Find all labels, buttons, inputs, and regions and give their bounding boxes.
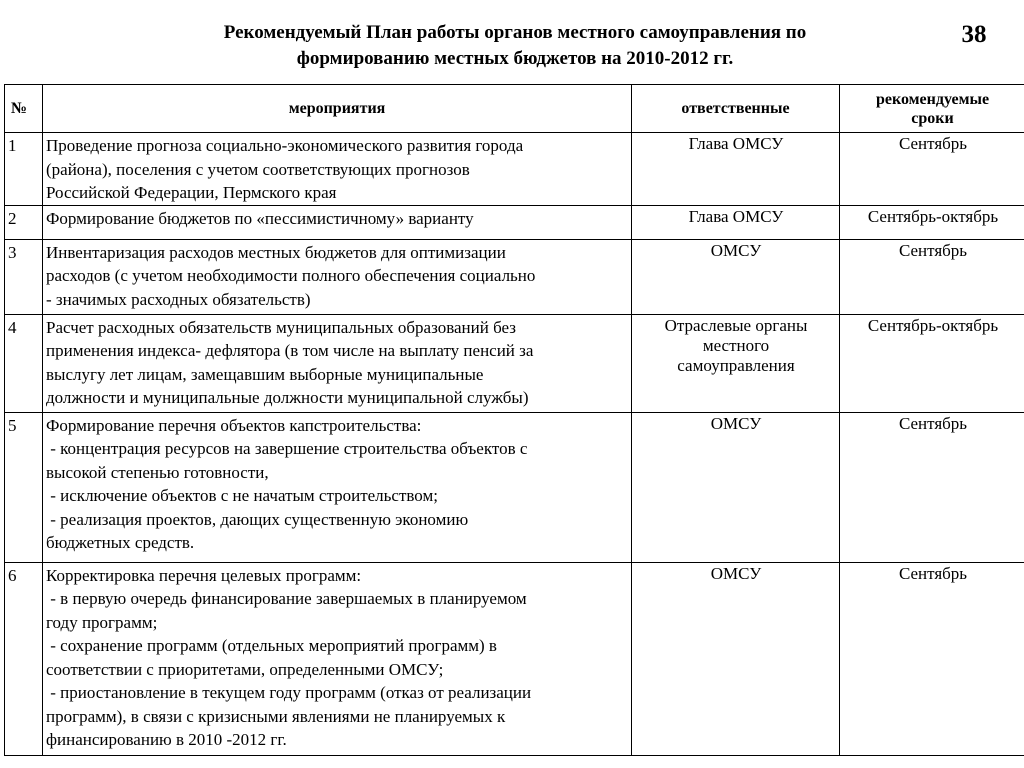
table-row xyxy=(5,205,1024,239)
activity-line: должности и муниципальные должности муниципальной службы) xyxy=(46,388,529,407)
header-term-line-2: сроки xyxy=(911,109,954,127)
row-activity xyxy=(43,562,632,755)
activity-line: Российской Федерации, Пермского края xyxy=(46,183,337,202)
activity-line: Формирование бюджетов по «пессимистичному» варианту xyxy=(46,208,474,228)
header-term-line-1: рекомендуемые xyxy=(875,90,990,108)
activity-line: применения индекса- дефлятора (в том числе на выплату пенсий за xyxy=(46,341,534,360)
row-term: Сентябрь-октябрь xyxy=(840,205,1024,239)
row-responsible xyxy=(632,239,840,314)
activity-line: Корректировка перечня целевых программ: xyxy=(46,565,362,585)
responsible-line: Глава ОМСУ xyxy=(688,206,784,226)
row-number: 2 xyxy=(5,205,43,239)
row-term: Сентябрь xyxy=(840,239,1024,314)
table-body xyxy=(5,133,1024,756)
table-row xyxy=(5,239,1024,314)
table-row xyxy=(5,562,1024,755)
activity-line: - реализация проектов, дающих существенную экономию xyxy=(46,509,469,529)
title-line-2: формированию местных бюджетов на 2010-2012 гг. xyxy=(296,48,734,69)
title-line-1: Рекомендуемый План работы органов местного самоуправления по xyxy=(223,22,807,43)
page-number: 38 xyxy=(961,21,987,48)
row-activity xyxy=(43,412,632,562)
activity-line: Инвентаризация расходов местных бюджетов для оптимизации xyxy=(46,242,506,262)
activity-line: расходов (с учетом необходимости полного обеспечения социально xyxy=(46,266,536,285)
responsible-line: ОМСУ xyxy=(710,240,762,260)
responsible-line: ОМСУ xyxy=(710,413,762,433)
row-responsible xyxy=(632,412,840,562)
header-number: № xyxy=(5,85,43,133)
activity-line: - приостановление в текущем году программ (отказ от реализации xyxy=(46,683,532,702)
row-responsible xyxy=(632,562,840,755)
responsible-line: Глава ОМСУ xyxy=(688,134,784,153)
row-activity xyxy=(43,314,632,412)
activity-line: - в первую очередь финансирование завершаемых в планируемом xyxy=(46,589,527,608)
activity-line: выслугу лет лицам, замещавшим выборные муниципальные xyxy=(46,364,484,384)
row-number: 4 xyxy=(5,314,43,412)
activity-line: бюджетных средств. xyxy=(46,533,195,552)
table-row xyxy=(5,412,1024,562)
row-responsible xyxy=(632,314,840,412)
activity-line: соответствии с приоритетами, определенными ОМСУ; xyxy=(46,659,444,679)
row-term: Сентябрь-октябрь xyxy=(840,314,1024,412)
header-responsible: ответственные xyxy=(632,85,840,133)
activity-line: Расчет расходных обязательств муниципальных образований без xyxy=(46,317,516,337)
row-number: 6 xyxy=(5,562,43,755)
row-responsible xyxy=(632,205,840,239)
header-term xyxy=(840,85,1024,133)
row-term: Сентябрь xyxy=(840,133,1024,206)
activity-line: - концентрация ресурсов на завершение строительства объектов с xyxy=(46,439,528,458)
table-row xyxy=(5,133,1024,206)
row-activity xyxy=(43,205,632,239)
plan-table xyxy=(4,84,1024,756)
row-number: 3 xyxy=(5,239,43,314)
activity-line: году программ; xyxy=(46,612,158,632)
row-responsible xyxy=(632,133,840,206)
activity-line: (района), поселения с учетом соответствующих прогнозов xyxy=(46,159,470,179)
responsible-line: самоуправления xyxy=(677,355,795,375)
activity-line: Проведение прогноза социально-экономического развития города xyxy=(46,136,524,155)
page-title xyxy=(120,20,910,72)
row-term: Сентябрь xyxy=(840,412,1024,562)
activity-line: Формирование перечня объектов капстроительства: xyxy=(46,415,422,435)
table-row xyxy=(5,314,1024,412)
activity-line: - значимых расходных обязательств) xyxy=(46,289,311,309)
responsible-line: ОМСУ xyxy=(710,563,762,583)
table-header-row xyxy=(5,85,1024,133)
header-activity: мероприятия xyxy=(43,85,632,133)
activity-line: - сохранение программ (отдельных мероприятий программ) в xyxy=(46,636,497,655)
responsible-line: местного xyxy=(702,335,770,355)
row-activity xyxy=(43,133,632,206)
activity-line: высокой степенью готовности, xyxy=(46,462,269,482)
row-term: Сентябрь xyxy=(840,562,1024,755)
activity-line: - исключение объектов с не начатым строительством; xyxy=(46,486,438,505)
row-activity xyxy=(43,239,632,314)
row-number: 1 xyxy=(5,133,43,206)
responsible-line: Отраслевые органы xyxy=(664,315,808,335)
activity-line: финансированию в 2010 -2012 гг. xyxy=(46,730,287,749)
activity-line: программ), в связи с кризисными явлениями не планируемых к xyxy=(46,706,506,726)
row-number: 5 xyxy=(5,412,43,562)
